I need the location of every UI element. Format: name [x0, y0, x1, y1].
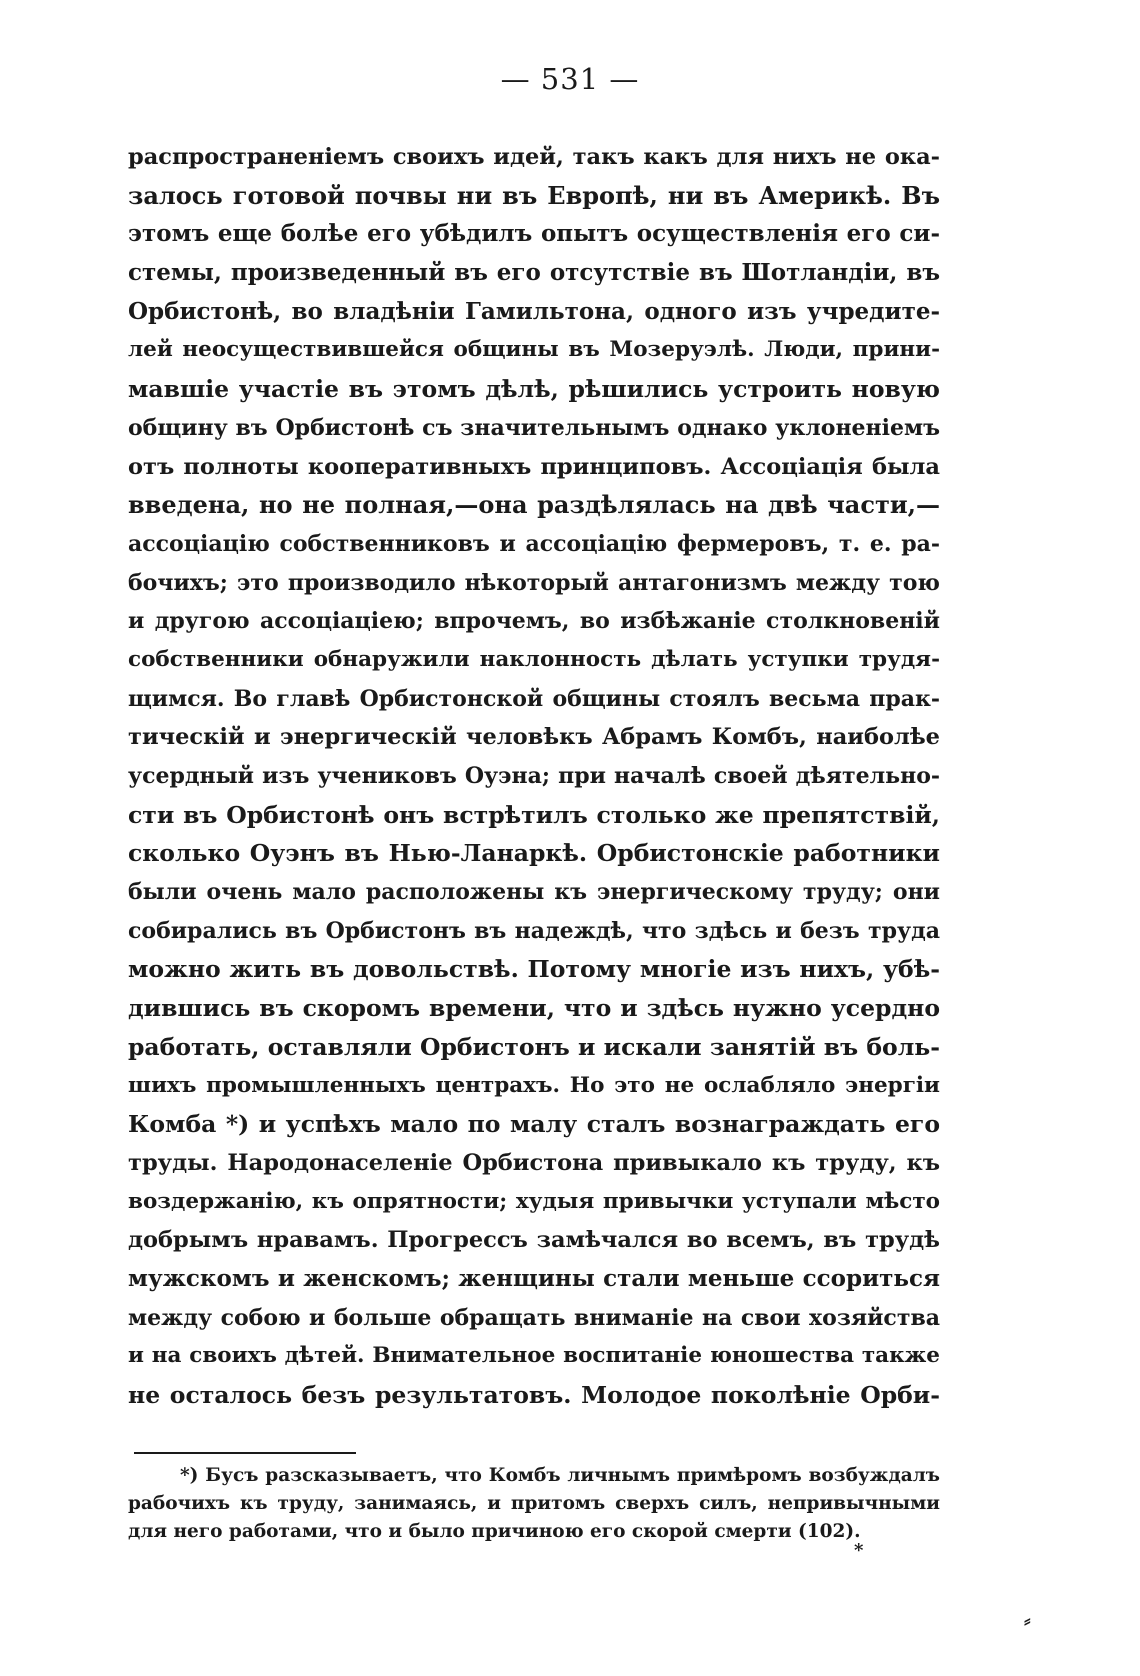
printer-mark-tick: ⸗ — [1024, 1608, 1031, 1632]
body-text — [128, 138, 940, 1415]
text-line: распространенiемъ своихъ идей, такъ какъ для нихъ не ока- — [128, 144, 940, 170]
text-line: мужскомъ и женскомъ; женщины стали меньше ссориться — [128, 1264, 940, 1292]
text-line: между собою и больше обращать вниманiе на свои хозяйства — [128, 1304, 940, 1331]
text-line: труды. Народонаселенiе Орбистона привыкало къ труду, къ — [128, 1149, 940, 1176]
text-line: щимся. Во главѣ Орбистонской общины стоялъ весьма прак- — [128, 685, 940, 712]
text-line: стемы, произведенный въ его отсутствiе въ Шотландiи, въ — [128, 259, 940, 287]
text-line: тическiй и энергическiй человѣкъ Абрамъ Комбъ, наиболѣе — [128, 724, 940, 751]
text-line: бочихъ; это производило нѣкоторый антагонизмъ между тою — [128, 569, 940, 596]
text-line: мавшiе участiе въ этомъ дѣлѣ, рѣшились устроить новую — [128, 375, 940, 404]
footnote-line: для него работами, что и было причиною его скорой смерти (102). — [128, 1521, 861, 1542]
text-line: можно жить въ довольствѣ. Потому многiе изъ нихъ, убѣ- — [128, 955, 940, 984]
text-line: усердный изъ учениковъ Оуэна; при началѣ своей дѣятельно- — [128, 763, 940, 789]
text-line: ассоцiацiю собственниковъ и ассоцiацiю фермеровъ, т. е. ра- — [128, 530, 940, 557]
text-line: работать, оставляли Орбистонъ и искали занятiй въ боль- — [128, 1032, 940, 1061]
text-line: были очень мало расположены къ энергическому труду; они — [128, 879, 940, 906]
text-line: собирались въ Орбистонъ въ надеждѣ, что здѣсь и безъ труда — [128, 917, 940, 944]
text-line: этомъ еще болѣе его убѣдилъ опытъ осуществленія его си- — [128, 220, 940, 248]
text-line: введена, но не полная,—она раздѣлялась на двѣ части,— — [128, 490, 940, 520]
text-line: шихъ промышленныхъ центрахъ. Но это не ослабляло энергiи — [128, 1072, 940, 1098]
text-line: воздержанiю, къ опрятности; худыя привычки уступали мѣсто — [128, 1188, 940, 1214]
page-number: — 531 — — [500, 62, 640, 96]
text-line: и на своихъ дѣтей. Внимательное воспитанiе юношества также — [128, 1343, 940, 1369]
text-line: Комба *) и успѣхъ мало по малу сталъ вознаграждать его — [128, 1110, 940, 1139]
text-line: и другою ассоцiацiею; впрочемъ, во избѣжанiе столкновенiй — [128, 608, 940, 635]
text-line: собственники обнаружили наклонность дѣлать уступки трудя- — [128, 646, 940, 672]
text-line: добрымъ нравамъ. Прогрессъ замѣчался во всемъ, въ трудѣ — [128, 1227, 940, 1254]
text-line: дившись въ скоромъ времени, что и здѣсь нужно усердно — [128, 994, 940, 1023]
text-line: не осталось безъ результатовъ. Молодое поколѣнiе Орби- — [128, 1381, 940, 1409]
text-line: лей неосуществившейся общины въ Мозеруэлѣ. Люди, прини- — [128, 337, 940, 363]
printer-mark-star: * — [854, 1540, 864, 1561]
text-line: Орбистонѣ, во владѣнiи Гамильтона, одного изъ учредите- — [128, 297, 940, 325]
footnote-line: *) Бусъ разсказываетъ, что Комбъ личнымъ примѣромъ возбуждалъ — [180, 1465, 940, 1486]
text-line: сти въ Орбистонѣ онъ встрѣтилъ столько же препятствiй, — [128, 800, 940, 829]
text-line: отъ полноты кооперативныхъ принциповъ. Ассоцiацiя была — [128, 453, 940, 480]
text-line: общину въ Орбистонѣ съ значительнымъ однако уклоненiемъ — [128, 414, 940, 441]
text-line: залось готовой почвы ни въ Европѣ, ни въ Америкѣ. Въ — [128, 180, 940, 210]
text-line: сколько Оуэнъ въ Нью-Ланаркѣ. Орбистонскiе работники — [128, 839, 940, 868]
footnote-divider — [134, 1452, 356, 1454]
footnote — [128, 1462, 940, 1546]
footnote-line: рабочихъ къ труду, занимаясь, и притомъ сверхъ силъ, непривычными — [128, 1493, 940, 1514]
